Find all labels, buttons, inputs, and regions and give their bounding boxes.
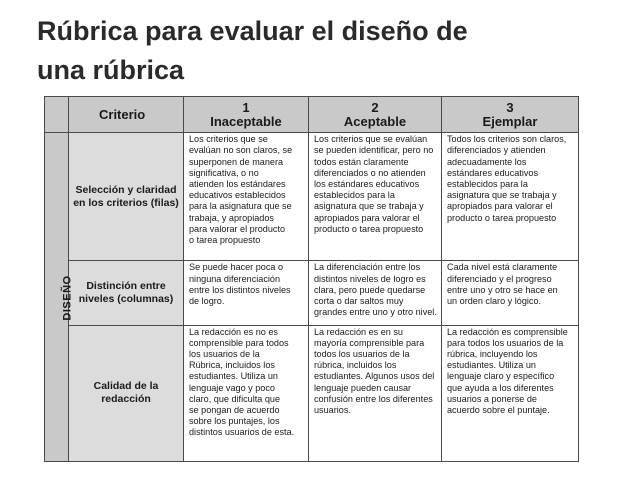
rubric-cell <box>184 325 309 461</box>
cell-text-line: establecidos para la <box>314 190 395 201</box>
cell-text-line: diferenciado y el progreso <box>447 273 552 284</box>
rubric-cell <box>442 325 579 461</box>
cell-text-line: lenguaje claro y específico <box>447 371 555 382</box>
cell-text-line: diferenciados o no atienden <box>314 167 426 178</box>
side-label-diseno: DISEÑO <box>45 133 69 462</box>
cell-text-line: de logro. <box>189 296 225 307</box>
cell-text-line: educativos establecidos <box>189 190 286 201</box>
cell-text-line: diferenciados y atienden <box>447 145 546 156</box>
cell-text-line: para todos los usuarios de la <box>447 337 564 348</box>
cell-text-line: atienden los estándares <box>189 178 286 189</box>
cell-text-line: lenguaje pueden causar <box>314 382 412 393</box>
header-level-3 <box>442 97 579 133</box>
cell-text-line: usuarios a ponerse de <box>447 393 537 404</box>
cell-text-line: o tarea propuesto <box>189 234 261 245</box>
cell-text-line: comprensible para todos <box>189 337 289 348</box>
cell-text-line: establecidos para la <box>447 178 528 189</box>
rubric-cell <box>442 261 579 325</box>
cell-text-line: lenguaje vago y poco <box>189 382 275 393</box>
cell-text-line: asignatura que se trabaja y <box>314 201 424 212</box>
cell-text-line: corta o dar saltos muy <box>314 296 404 307</box>
cell-text-line: estudiantes. Algunos usos del <box>314 371 435 382</box>
cell-text-line: sobre los puntajes, los <box>189 416 280 427</box>
cell-text-line: Los criterios que se <box>189 134 268 145</box>
criterion-cell: Calidad de la redacción <box>69 325 184 461</box>
cell-text-line: Cada nivel está claramente <box>447 262 558 273</box>
cell-text-line: grandes entre uno y otro nivel. <box>314 307 437 318</box>
cell-text-line: apropiados para valorar el <box>447 201 553 212</box>
header-level-1 <box>184 97 309 133</box>
cell-text-line: los estándares educativos <box>314 178 420 189</box>
cell-text-line: clara, pero puede quedarse <box>314 284 426 295</box>
level-number: 2 <box>371 99 379 115</box>
cell-text-line: producto o tarea propuesto <box>447 212 557 223</box>
rubric-table <box>44 96 579 462</box>
header-corner <box>45 97 69 133</box>
cell-text-line: para valorar el producto <box>189 223 286 234</box>
cell-text-line: acuerdo sobre el puntaje. <box>447 405 550 416</box>
table-row <box>45 261 579 325</box>
cell-text-line: producto o tarea propuesto <box>314 223 424 234</box>
cell-text-line: La diferenciación entre los <box>314 262 421 273</box>
cell-text-line: evalúan no son claros, se <box>189 145 293 156</box>
cell-text-line: Los criterios que se evalúan <box>314 134 428 145</box>
cell-text-line: distintos usuarios de esta. <box>189 427 295 438</box>
table-row <box>45 325 579 461</box>
criterion-cell: Distinción entre niveles (columnas) <box>69 261 184 325</box>
level-number: 3 <box>506 99 514 115</box>
cell-text-line: estándares educativos <box>447 167 538 178</box>
criterion-cell: Selección y claridad en los criterios (filas) <box>69 133 184 261</box>
cell-text-line: asignatura que se trabaja y <box>447 190 557 201</box>
level-label: Ejemplar <box>482 113 538 129</box>
cell-text-line: mayoría comprensible para <box>314 337 425 348</box>
cell-text-line: estudiantes. Utiliza un <box>189 371 278 382</box>
header-criterio: Criterio <box>69 97 184 133</box>
cell-text-line: para la asignatura que se <box>189 201 292 212</box>
cell-text-line: La redacción es en su <box>314 326 403 337</box>
rubric-cell <box>309 261 442 325</box>
cell-text-line: distintos niveles de logro es <box>314 273 426 284</box>
cell-text-line: rúbrica, incluidos los <box>314 360 397 371</box>
cell-text-line: estudiantes. Utiliza un <box>447 360 536 371</box>
cell-text-line: ninguna diferenciación <box>189 273 281 284</box>
cell-text-line: confusión entre los diferentes <box>314 393 433 404</box>
cell-text-line: trabaja, y apropiados <box>189 212 274 223</box>
header-level-2 <box>309 97 442 133</box>
cell-text-line: Rúbrica, incluidos los <box>189 360 275 371</box>
rubric-cell <box>309 325 442 461</box>
level-label: Aceptable <box>343 113 407 129</box>
cell-text-line: todos los usuarios de la <box>314 349 410 360</box>
cell-text-line: Todos los criterios son claros, <box>447 134 567 145</box>
header-row <box>45 97 579 133</box>
cell-text-line: adecuadamente los <box>447 156 527 167</box>
cell-text-line: se pongan de acuerdo <box>189 405 280 416</box>
cell-text-line: claro, que dificulta que <box>189 393 280 404</box>
cell-text-line: se pueden identificar, pero no <box>314 145 434 156</box>
cell-text-line: entre uno y otro se hace en <box>447 284 558 295</box>
cell-text-line: superponen de manera <box>189 156 284 167</box>
cell-text-line: un orden claro y lógico. <box>447 296 542 307</box>
cell-text-line: los usuarios de la <box>189 349 260 360</box>
rubric-cell <box>184 261 309 325</box>
level-label: Inaceptable <box>210 113 282 129</box>
cell-text-line: apropiados para valorar el <box>314 212 420 223</box>
cell-text-line: que ayuda a los diferentes <box>447 382 554 393</box>
cell-text-line: entre los distintos niveles <box>189 284 291 295</box>
cell-text-line: rúbrica, incluyendo los <box>447 349 538 360</box>
level-number: 1 <box>242 99 250 115</box>
rubric-cell <box>442 133 579 261</box>
cell-text-line: usuarios. <box>314 405 351 416</box>
slide-title <box>37 12 597 90</box>
rubric-cell <box>184 133 309 261</box>
cell-text-line: La redacción es comprensible <box>447 326 568 337</box>
table-row <box>45 133 579 261</box>
slide-title-line-1: Rúbrica para evaluar el diseño de <box>37 16 468 46</box>
cell-text-line: significativa, o no <box>189 167 259 178</box>
cell-text-line: La redacción es no es <box>189 326 278 337</box>
cell-text-line: todos están claramente <box>314 156 409 167</box>
rubric-cell <box>309 133 442 261</box>
cell-text-line: Se puede hacer poca o <box>189 262 284 273</box>
slide-title-line-2: una rúbrica <box>37 55 185 85</box>
